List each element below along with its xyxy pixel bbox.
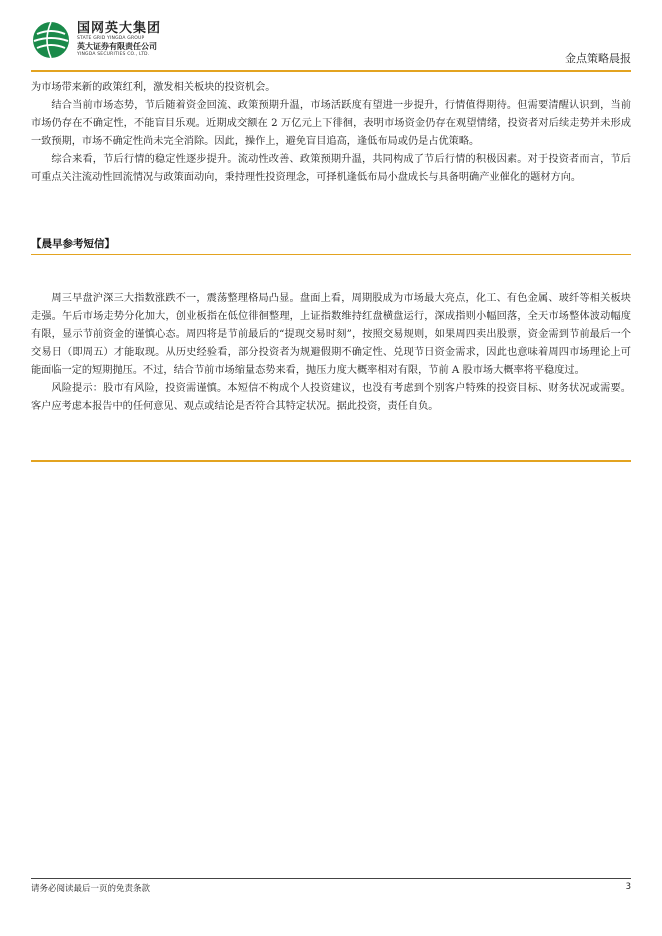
state-grid-logo-icon	[31, 20, 71, 60]
morning-sms-text	[31, 290, 631, 416]
company-name: 英大证券有限责任公司	[77, 42, 157, 51]
paragraph: 结合当前市场态势，节后随着资金回流、政策预期升温，市场活跃度有望进一步提升，行情值得期待。但需要清醒认识到，当前市场仍存在不确定性，不能盲目乐观。近期成交额在 2 万亿元上下徘徊，表明市场资金仍存在观望情绪，投资者对后续走势并未形成一致预期，市场不确定性尚未完全消除。因此，操作上，避免盲目追高，逢低布局或仍是占优策略。	[31, 100, 631, 147]
paragraph: 周三早盘沪深三大指数涨跌不一，震荡整理格局凸显。盘面上看，周期股成为市场最大亮点，化工、有色金属、玻纤等相关板块走强。午后市场走势分化加大，创业板指在低位徘徊整理，上证指数维持红盘横盘运行，深成指则小幅回落，全天市场整体波动幅度有限，显示节前资金的谨慎心态。周四将是节前最后的“提现交易时刻”，按照交易规则，如果周四卖出股票，资金需到节前最后一个交易日（即周五）才能取现。从历史经验看，部分投资者为规避假期不确定性、兑现节日资金需求，因此也意味着周四市场理论上可能面临一定的短期抛压。不过，结合节前市场缩量态势来看，抛压力度大概率相对有限，节前 A 股市场大概率将平稳度过。	[31, 293, 631, 376]
report-title: 金点策略晨报	[565, 52, 631, 65]
group-name: 国网英大集团	[77, 21, 162, 36]
main-text	[31, 79, 631, 187]
company-logo-text	[77, 22, 161, 58]
group-name-en: STATE GRID YINGDA GROUP	[77, 36, 145, 41]
paragraph: 为市场带来新的政策红利，激发相关板块的投资机会。	[31, 82, 276, 93]
paragraph: 综合来看，节后行情的稳定性逐步提升。流动性改善、政策预期升温，共同构成了节后行情的积极因素。对于投资者而言，节后可重点关注流动性回流情况与政策面动向，秉持理性投资理念，可择机逢低布局小盘成长与具备明确产业催化的题材方向。	[31, 154, 631, 183]
page-header	[31, 20, 631, 70]
header-divider	[31, 70, 631, 72]
risk-warning: 风险提示：股市有风险，投资需谨慎。本短信不构成个人投资建议，也没有考虑到个别客户特殊的投资目标、财务状况或需要。客户应考虑本报告中的任何意见、观点或结论是否符合其特定状况。据此投资，责任自负。	[31, 383, 631, 412]
section-title: 【晨早参考短信】	[31, 238, 115, 250]
section-header	[31, 236, 631, 255]
footer-divider	[31, 878, 631, 879]
footer-disclaimer: 请务必阅读最后一页的免责条款	[31, 884, 151, 894]
company-name-en: YINGDA SECURITIES CO., LTD.	[77, 52, 150, 57]
section-end-divider	[31, 460, 631, 462]
page-number: 3	[625, 882, 631, 892]
